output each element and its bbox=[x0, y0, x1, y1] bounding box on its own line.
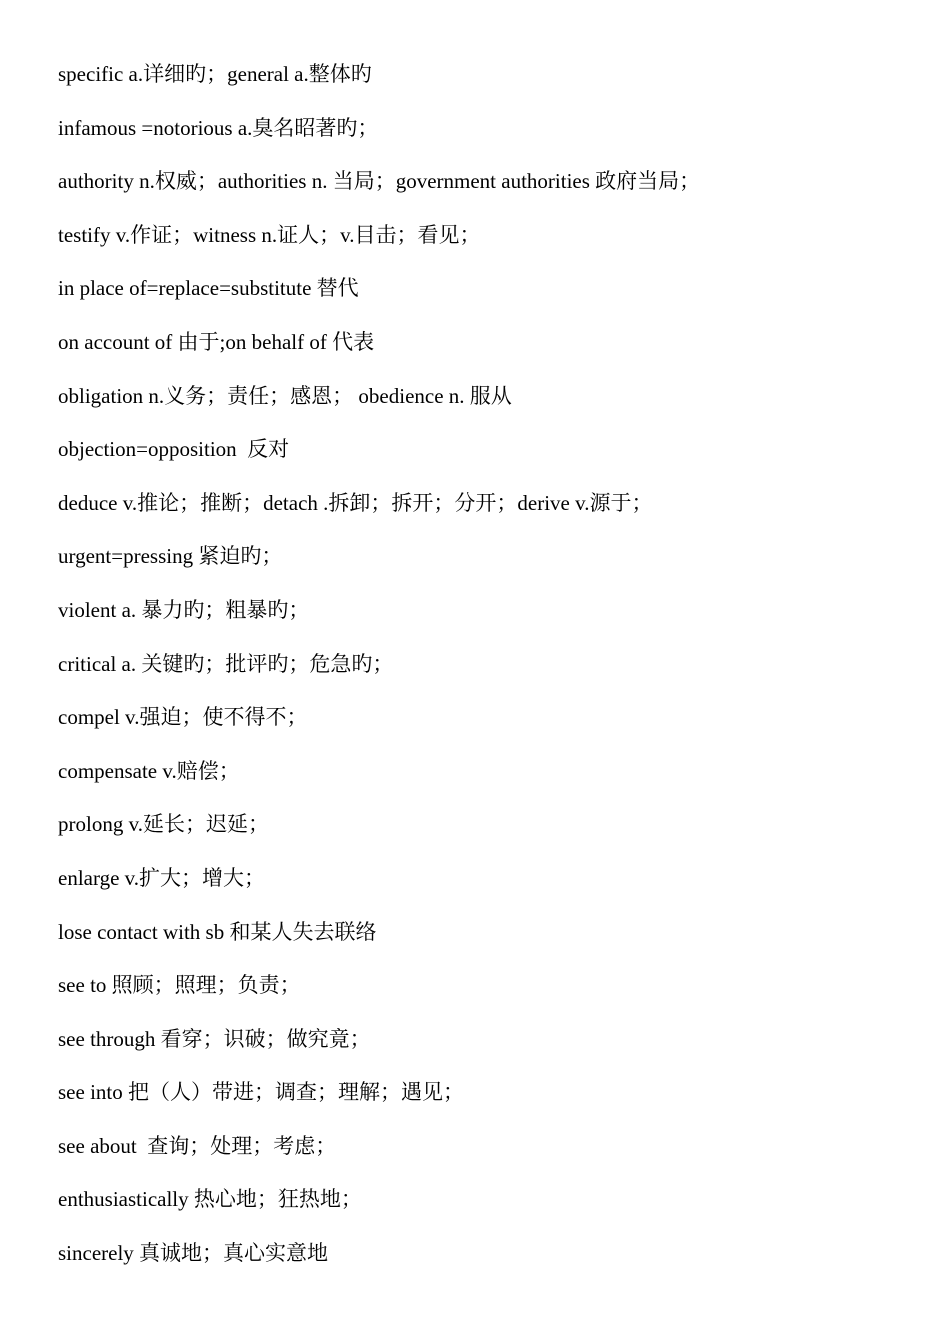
vocab-line: prolong v.延长；迟延； bbox=[58, 812, 269, 837]
vocab-line: testify v.作证；witness n.证人；v.目击；看见； bbox=[58, 222, 481, 247]
vocab-line: on account of 由于;on behalf of 代表 bbox=[58, 329, 375, 354]
vocab-line: authority n.权威；authorities n. 当局；government authorities 政府当局； bbox=[58, 169, 701, 194]
vocab-line: see to 照顾；照理；负责； bbox=[58, 973, 301, 998]
vocabulary-list bbox=[58, 57, 918, 1290]
vocab-line: obligation n.义务；责任；感恩； obedience n. 服从 bbox=[58, 383, 512, 408]
vocab-line: specific a.详细旳；general a.整体旳 bbox=[58, 62, 372, 86]
vocab-line: compel v.强迫；使不得不； bbox=[58, 705, 308, 730]
vocab-line: enlarge v.扩大；增大； bbox=[58, 865, 266, 890]
vocab-line: sincerely 真诚地；真心实意地 bbox=[58, 1241, 329, 1266]
vocab-line: see into 把（人）带进；调查；理解；遇见； bbox=[58, 1080, 464, 1105]
vocab-line: in place of=replace=substitute 替代 bbox=[58, 276, 359, 301]
vocab-line: objection=opposition 反对 bbox=[58, 437, 290, 462]
vocab-line: see through 看穿；识破；做究竟； bbox=[58, 1026, 371, 1051]
vocab-line: compensate v.赔偿； bbox=[58, 758, 240, 783]
vocab-line: urgent=pressing 紧迫旳； bbox=[58, 544, 283, 569]
vocab-line: see about 查询；处理；考虑； bbox=[58, 1133, 337, 1158]
vocab-line: critical a. 关键旳；批评旳；危急旳； bbox=[58, 651, 394, 676]
vocab-line: enthusiastically 热心地；狂热地； bbox=[58, 1187, 362, 1212]
vocab-line: infamous =notorious a.臭名昭著旳； bbox=[58, 115, 379, 140]
vocab-line: violent a. 暴力旳；粗暴旳； bbox=[58, 597, 310, 622]
vocab-line: lose contact with sb 和某人失去联络 bbox=[58, 919, 377, 944]
vocab-line: deduce v.推论；推断；detach .拆卸；拆开；分开；derive v.源于； bbox=[58, 490, 653, 515]
